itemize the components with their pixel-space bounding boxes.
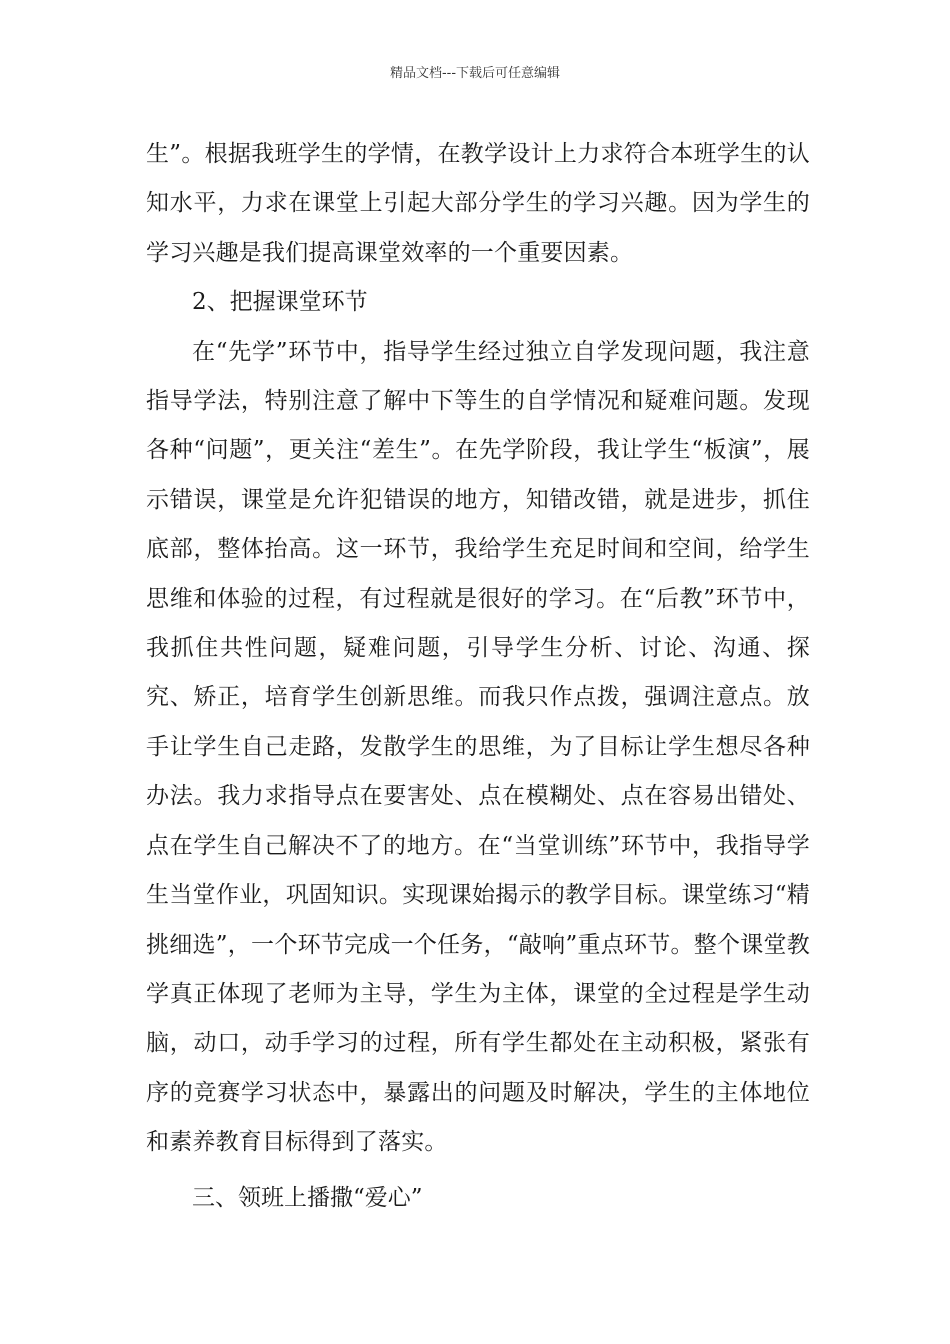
section-heading-2: 2、把握课堂环节 xyxy=(192,289,368,316)
paragraph-classroom-steps: 在“先学”环节中，指导学生经过独立自学发现问题，我注意指导学法，特别注意了解中下等生的自学情况和疑难问题。发现各种“问题”，更关注“差生”。在先学阶段，我让学生“板演”，展示错误，课堂是允许犯错误的地方，知错改错，就是进步，抓住底部，整体抬高。这一环节，我给学生充足时间和空间，给学生思维和体验的过程，有过程就是很好的学习。在“后教”环节中，我抓住共性问题，疑难问题，引导学生分析、讨论、沟通、探究、矫正，培育学生创新思维。而我只作点拨，强调注意点。放手让学生自己走路，发散学生的思维，为了目标让学生想尽各种办法。我力求指导点在要害处、点在模糊处、点在容易出错处、点在学生自己解决不了的地方。在“当堂训练”环节中，我指导学生当堂作业，巩固知识。实现课始揭示的教学目标。课堂练习“精挑细选”，一个环节完成一个任务，“敲响”重点环节。整个课堂教学真正体现了老师为主导，学生为主体，课堂的全过程是学生动脑，动口，动手学习的过程，所有学生都处在主动积极，紧张有序的竞赛学习状态中，暴露出的问题及时解决，学生的主体地位和素养教育目标得到了落实。 xyxy=(146,338,810,1156)
paragraph-continuation: 生”。根据我班学生的学情，在教学设计上力求符合本班学生的认知水平，力求在课堂上引起大部分学生的学习兴趣。因为学生的学习兴趣是我们提高课堂效率的一个重要因素。 xyxy=(146,141,810,266)
page-header: 精品文档---下载后可任意编辑 xyxy=(389,66,561,81)
document-body xyxy=(146,130,810,1223)
section-heading-3: 三、领班上播撒“爱心” xyxy=(192,1184,423,1211)
